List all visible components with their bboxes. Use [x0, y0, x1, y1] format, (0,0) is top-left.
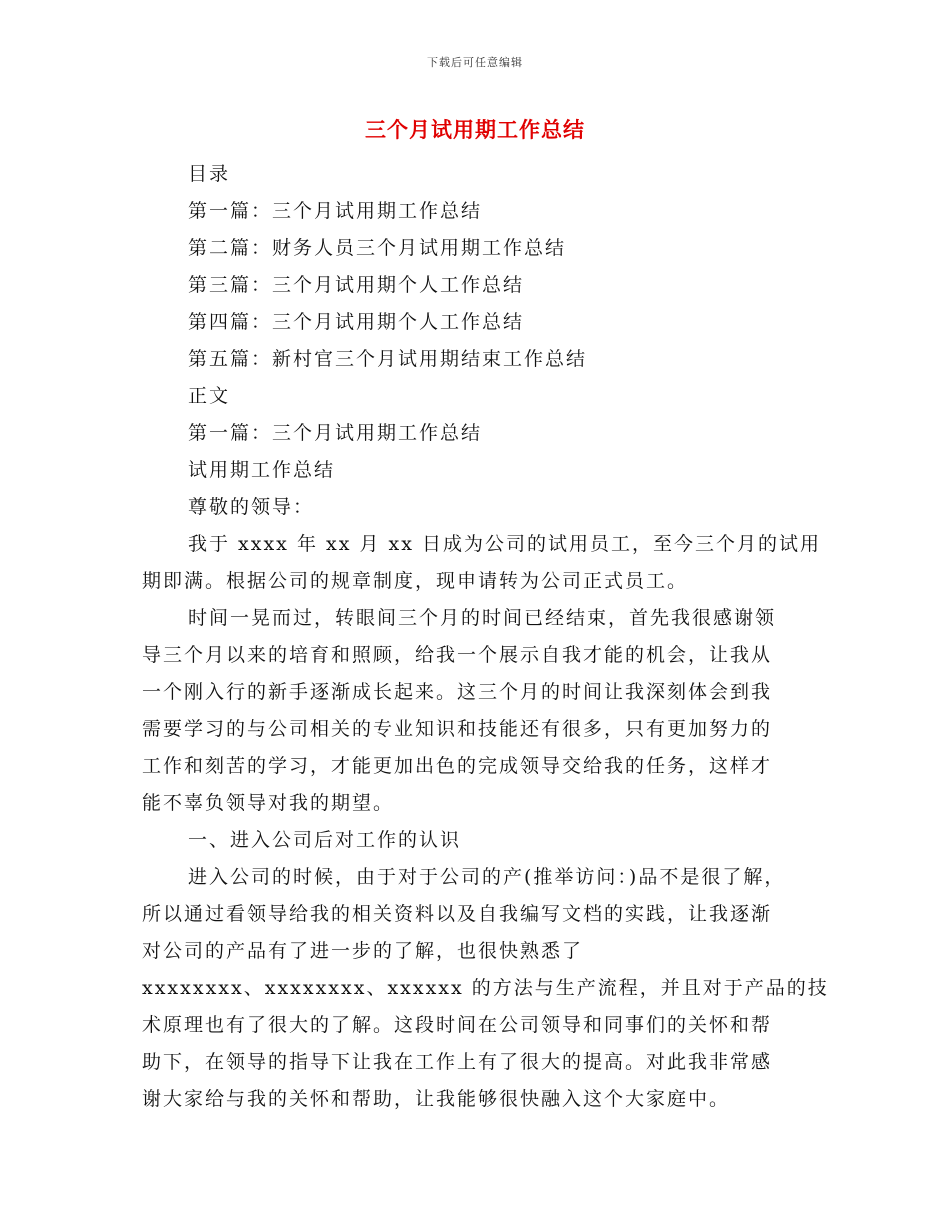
- toc-item-4: 第四篇：三个月试用期个人工作总结: [188, 311, 525, 333]
- paragraph-line: 时间一晃而过，转眼间三个月的时间已经结束，首先我很感谢领: [188, 607, 777, 629]
- paragraph-line: 工作和刻苦的学习，才能更加出色的完成领导交给我的任务，这样才: [142, 755, 773, 777]
- paragraph-line: xxxxxxxx、xxxxxxxx、xxxxxx 的方法与生产流程，并且对于产品的技: [142, 977, 829, 999]
- toc-item-2: 第二篇：财务人员三个月试用期工作总结: [188, 237, 567, 259]
- paragraph-line: 所以通过看领导给我的相关资料以及自我编写文档的实践，让我逐渐: [142, 903, 773, 925]
- paragraph-1: [142, 526, 821, 600]
- paragraph-line: 一个刚入行的新手逐渐成长起来。这三个月的时间让我深刻体会到我: [142, 681, 773, 703]
- document-body: [142, 156, 829, 1118]
- paragraph-line: 对公司的产品有了进一步的了解，也很快熟悉了: [142, 940, 584, 962]
- toc-item-1: 第一篇：三个月试用期工作总结: [188, 200, 483, 222]
- paragraph-line: 需要学习的与公司相关的专业知识和技能还有很多，只有更加努力的: [142, 718, 773, 740]
- paragraph-line: 术原理也有了很大的了解。这段时间在公司领导和同事们的关怀和帮: [142, 1014, 773, 1036]
- salutation: 尊敬的领导：: [188, 496, 315, 518]
- paragraph-line: 期即满。根据公司的规章制度，现申请转为公司正式员工。: [142, 570, 689, 592]
- toc-heading: 目录: [188, 163, 231, 185]
- paragraph-line: 能不辜负领导对我的期望。: [142, 792, 395, 814]
- header-note: 下载后可任意编辑: [427, 56, 523, 69]
- paragraph-2: [142, 600, 802, 822]
- paragraph-line: 进入公司的时候，由于对于公司的产(推举访问：)品不是很了解，: [188, 866, 786, 888]
- toc-item-5: 第五篇：新村官三个月试用期结束工作总结: [188, 348, 588, 370]
- section-heading-1: 一、进入公司后对工作的认识: [188, 829, 462, 851]
- paragraph-line: 导三个月以来的培育和照顾，给我一个展示自我才能的机会，让我从: [142, 644, 773, 666]
- toc-item-3: 第三篇：三个月试用期个人工作总结: [188, 274, 525, 296]
- paragraph-3: [142, 859, 829, 1118]
- body-heading: 正文: [188, 385, 231, 407]
- paragraph-line: 我于 xxxx 年 xx 月 xx 日成为公司的试用员工，至今三个月的试用: [188, 533, 821, 555]
- paragraph-line: 助下，在领导的指导下让我在工作上有了很大的提高。对此我非常感: [142, 1051, 773, 1073]
- document-title: 三个月试用期工作总结: [365, 117, 585, 142]
- paragraph-line: 谢大家给与我的关怀和帮助，让我能够很快融入这个大家庭中。: [142, 1088, 731, 1110]
- chapter-subtitle: 试用期工作总结: [188, 459, 336, 481]
- chapter-heading: 第一篇：三个月试用期工作总结: [188, 422, 483, 444]
